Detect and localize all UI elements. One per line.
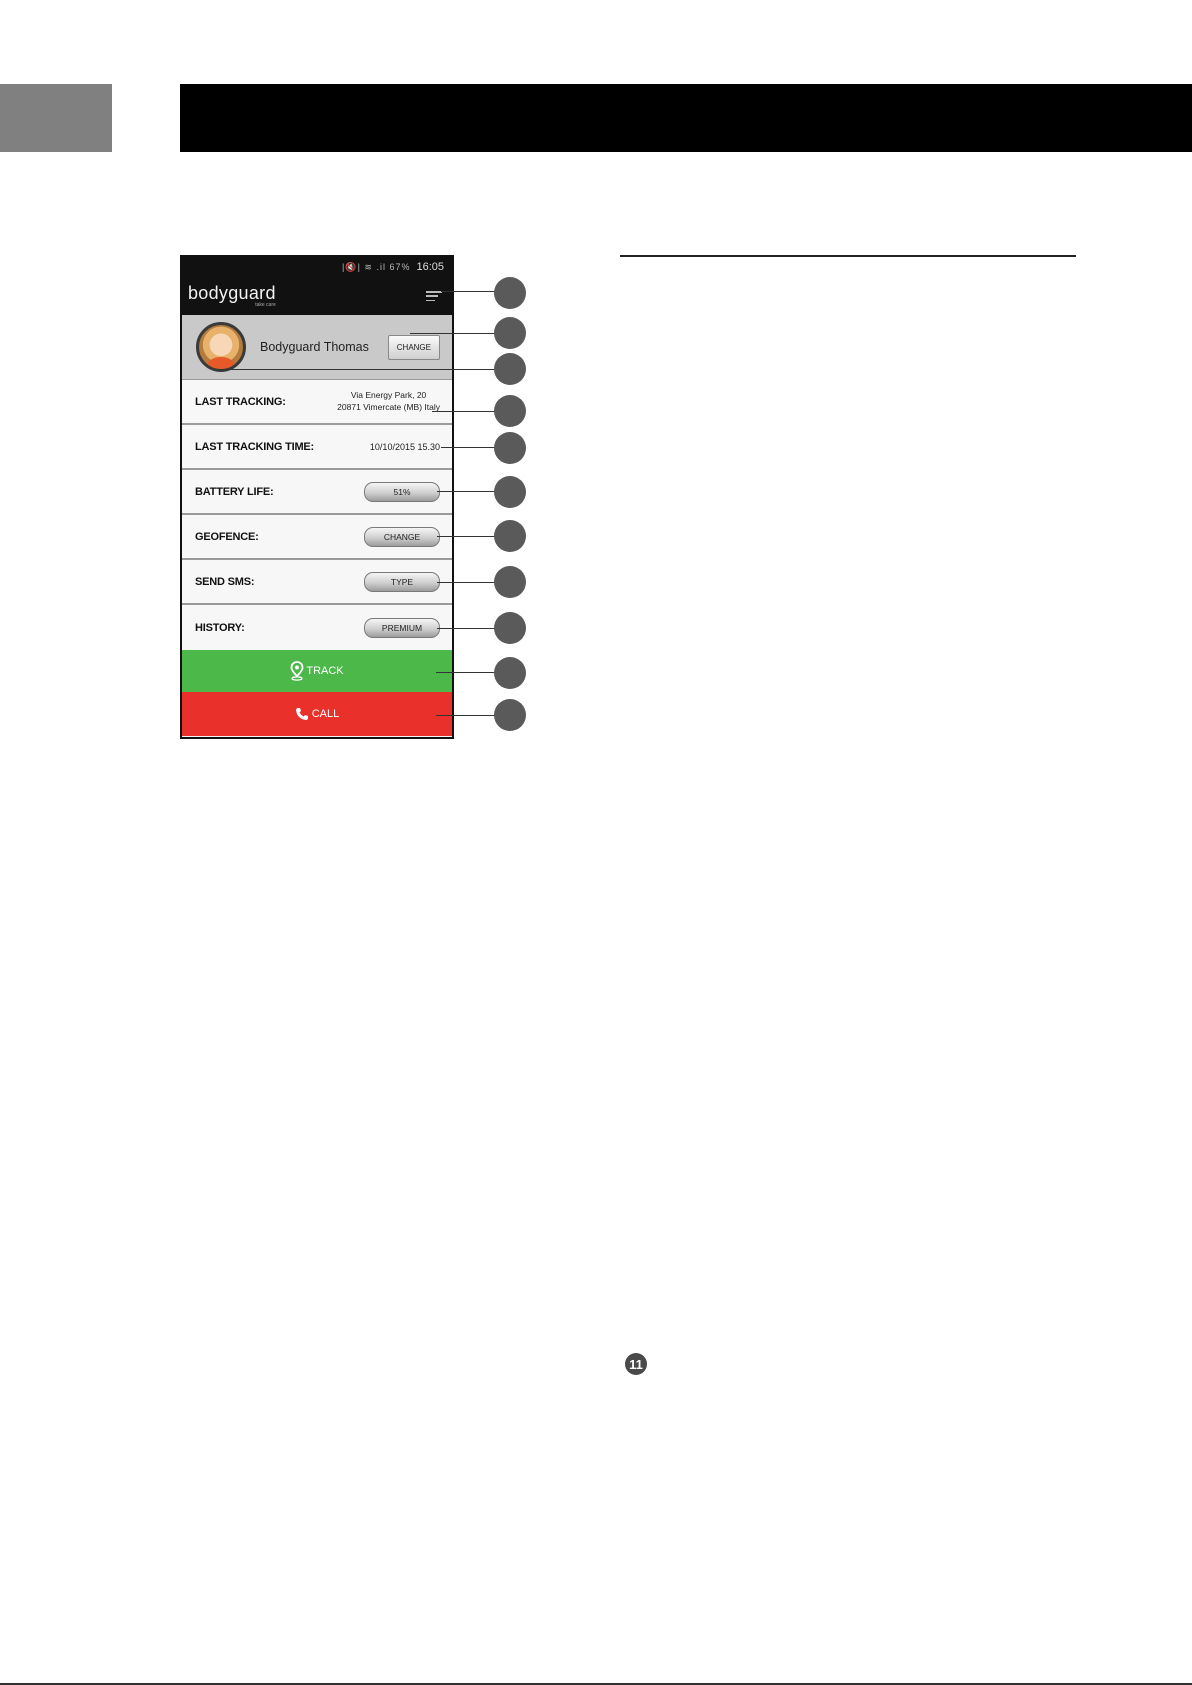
history-row	[182, 605, 452, 650]
callout-marker-7	[494, 520, 526, 552]
history-label: HISTORY:	[195, 621, 245, 634]
callout-marker-10	[494, 657, 526, 689]
callout-line-1	[441, 291, 497, 292]
callout-line-4	[432, 411, 497, 412]
callout-line-11	[436, 715, 497, 716]
callout-marker-2	[494, 317, 526, 349]
battery-life-row	[182, 470, 452, 515]
call-label: CALL	[311, 708, 340, 720]
geofence-row	[182, 515, 452, 560]
page-header-bar	[180, 84, 1192, 152]
callout-marker-1	[494, 277, 526, 309]
call-button[interactable]	[182, 692, 452, 736]
address-line-2: 20871 Vimercate (MB) Italy	[337, 401, 440, 412]
callout-marker-9	[494, 612, 526, 644]
callout-marker-6	[494, 476, 526, 508]
send-sms-label: SEND SMS:	[195, 575, 255, 588]
callout-line-3	[218, 369, 497, 370]
section-rule	[620, 255, 1076, 257]
chapter-tab	[0, 84, 112, 152]
bodyguard-logo	[188, 284, 276, 308]
status-time: 16:05	[416, 261, 444, 273]
callout-marker-5	[494, 432, 526, 464]
status-icons: |🔇| ≋ .il 67%	[342, 261, 411, 272]
profile-name: Bodyguard Thomas	[260, 340, 369, 354]
battery-level-pill: 51%	[364, 482, 440, 502]
last-tracking-address	[337, 390, 440, 412]
track-label: TRACK	[306, 665, 344, 677]
profile-row	[182, 315, 452, 380]
last-tracking-row	[182, 380, 452, 425]
callout-line-5	[441, 447, 497, 448]
map-pin-icon	[290, 661, 304, 681]
address-line-1: Via Energy Park, 20	[350, 390, 427, 401]
menu-icon[interactable]	[426, 291, 442, 301]
history-premium-button[interactable]: PREMIUM	[364, 618, 440, 638]
logo-text: bodyguard	[188, 283, 276, 303]
callout-line-7	[437, 536, 497, 537]
app-screenshot	[180, 255, 454, 739]
callout-line-9	[437, 628, 497, 629]
app-bar	[182, 277, 452, 315]
callout-line-8	[437, 582, 497, 583]
callout-marker-3	[494, 353, 526, 385]
geofence-label: GEOFENCE:	[195, 530, 259, 543]
last-tracking-time-row	[182, 425, 452, 470]
callout-marker-4	[494, 395, 526, 427]
battery-life-label: BATTERY LIFE:	[195, 485, 274, 498]
page-number: 11	[625, 1353, 647, 1375]
status-bar	[182, 257, 452, 277]
last-tracking-time-value: 10/10/2015 15.30	[369, 441, 440, 452]
geofence-change-button[interactable]: CHANGE	[364, 527, 440, 547]
callout-marker-8	[494, 566, 526, 598]
sms-type-button[interactable]: TYPE	[364, 572, 440, 592]
callout-line-6	[437, 491, 497, 492]
phone-icon	[295, 707, 309, 721]
callout-marker-11	[494, 699, 526, 731]
logo-tagline: take care	[255, 302, 276, 308]
callout-line-10	[436, 672, 497, 673]
send-sms-row	[182, 560, 452, 605]
last-tracking-label: LAST TRACKING:	[195, 395, 286, 408]
callout-line-2	[410, 333, 497, 334]
change-profile-button[interactable]: CHANGE	[388, 335, 440, 360]
track-button[interactable]	[182, 650, 452, 692]
last-tracking-time-label: LAST TRACKING TIME:	[195, 440, 315, 453]
avatar[interactable]	[196, 322, 246, 372]
